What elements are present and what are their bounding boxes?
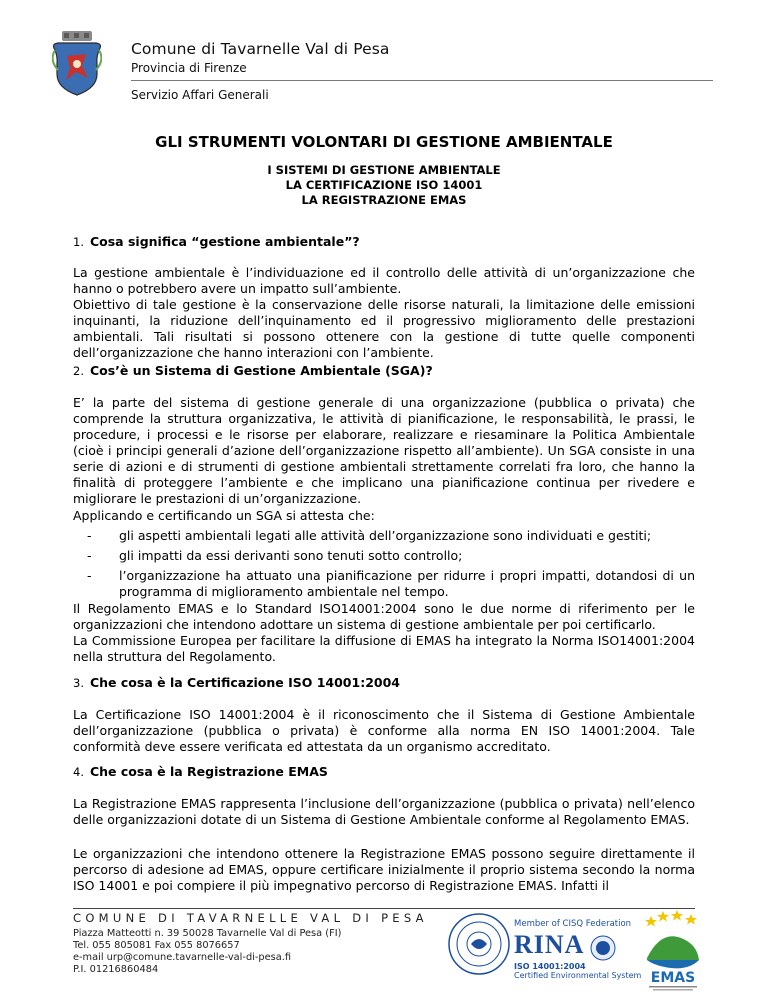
footer-phone: Tel. 055 805081 Fax 055 8076657 <box>73 940 240 951</box>
section-2-body <box>73 395 695 507</box>
paragraph: La Certificazione ISO 14001:2004 è il riconoscimento che il Sistema di Gestione Ambientale dell’organizzazione (pubblica o privata) è conforme alla norma EN ISO 14001:2004. Tale conformità deve essere verificata ed attestata da un organismo accreditato. <box>73 707 695 754</box>
footer-divider <box>73 908 695 909</box>
section-2-closing <box>73 601 695 665</box>
section-number: 4. <box>73 765 84 779</box>
paragraph: Le organizzazioni che intendono ottenere la Registrazione EMAS possono seguire direttamente il percorso di adesione ad EMAS, oppure certificare inizialmente il proprio sistema secondo la norma ISO 14001 e poi compiere il più impegnativo percorso di Registrazione EMAS. Infatti il <box>73 846 695 893</box>
section-4-body <box>73 796 695 828</box>
bullet-dash: - <box>87 568 92 583</box>
section-number: 1. <box>73 235 84 249</box>
iso-standard-text: ISO 14001:2004 <box>514 962 586 971</box>
section-title: Cosa significa “gestione ambientale”? <box>89 234 360 249</box>
footer-municipality: COMUNE DI TAVARNELLE VAL DI PESA <box>73 911 428 925</box>
header-divider <box>131 80 713 81</box>
subtitle-sga: I SISTEMI DI GESTIONE AMBIENTALE <box>267 163 501 177</box>
paragraph: Il Regolamento EMAS e lo Standard ISO14001:2004 sono le due norme di riferimento per le organizzazioni che intendono adottare un sistema di gestione ambientale per poi certificarlo. <box>73 601 695 632</box>
section-title: Che cosa è la Certificazione ISO 14001:2004 <box>89 675 400 690</box>
section-number: 2. <box>73 364 84 378</box>
section-1-body <box>73 265 695 361</box>
section-2-intro <box>73 508 695 524</box>
section-title: Cos’è un Sistema di Gestione Ambientale (SGA)? <box>89 363 433 378</box>
emas-logo <box>641 908 705 994</box>
bullet-dash: - <box>87 528 92 543</box>
paragraph: La Registrazione EMAS rappresenta l’inclusione dell’organizzazione (pubblica o privata) nell’elenco delle organizzazioni dotate di un Sistema di Gestione Ambientale conforme al Regolamento EMAS. <box>73 796 695 827</box>
section-3-body <box>73 707 695 755</box>
footer-address: Piazza Matteotti n. 39 50028 Tavarnelle Val di Pesa (FI) <box>73 928 342 939</box>
cisq-member-text: Member of CISQ Federation <box>514 919 632 929</box>
section-title: Che cosa è la Registrazione EMAS <box>89 764 328 779</box>
municipality-name: Comune di Tavarnelle Val di Pesa <box>131 40 390 58</box>
rina-wordmark: RINA <box>514 930 585 959</box>
bullet-dash: - <box>87 548 92 563</box>
municipal-crest-logo <box>52 30 102 96</box>
list-item-text: gli impatti da essi derivanti sono tenuti sotto controllo; <box>119 548 463 563</box>
province-name: Provincia di Firenze <box>131 61 247 75</box>
rina-seal-logo <box>447 912 511 976</box>
paragraph: Obiettivo di tale gestione è la conservazione delle risorse naturali, la limitazione delle emissioni inquinanti, la riduzione dell’inquinamento ed il progressivo miglioramento delle prestazioni ambientali. Tali risultati si possono ottenere con la gestione di tutte quelle componenti dell’organizzazione che hanno interazioni con l’ambiente. <box>73 297 695 360</box>
paragraph: La Commissione Europea per facilitare la diffusione di EMAS ha integrato la Norma ISO14001:2004 nella struttura del Regolamento. <box>73 633 695 664</box>
subtitle-iso: LA CERTIFICAZIONE ISO 14001 <box>285 178 483 192</box>
subtitle-emas: LA REGISTRAZIONE EMAS <box>301 193 467 207</box>
service-name: Servizio Affari Generali <box>131 88 269 102</box>
document-title: GLI STRUMENTI VOLONTARI DI GESTIONE AMBIENTALE <box>155 133 613 151</box>
footer-email: e-mail urp@comune.tavarnelle-val-di-pesa.fi <box>73 952 292 963</box>
section-number: 3. <box>73 676 84 690</box>
list-item-text: l’organizzazione ha attuato una pianificazione per ridurre i propri impatti, dotandosi di un programma di miglioramento ambientale nel tempo. <box>119 568 695 599</box>
section-heading-3 <box>73 675 695 690</box>
paragraph: E’ la parte del sistema di gestione generale di una organizzazione (pubblica o privata) che comprende la struttura organizzativa, le attività di pianificazione, le responsabilità, le prassi, le procedure, i processi e le risorse per elaborare, realizzare e riesaminare la Politica Ambientale (cioè i principi generali d’azione dell’organizzazione rispetto all’ambiente). Un SGA consiste in una serie di azioni e di strumenti di gestione ambientali strettamente correlati fra loro, che hanno la finalità di proteggere l’ambiente e che implicano una pianificazione continua per rivedere e migliorare le prestazioni di un’organizzazione. <box>73 395 695 506</box>
section-4-continued <box>73 846 695 894</box>
iso-certified-text: Certified Environmental System <box>514 971 642 980</box>
list-item-text: gli aspetti ambientali legati alle attività dell’organizzazione sono individuati e gestiti; <box>119 528 652 543</box>
paragraph: La gestione ambientale è l’individuazione ed il controllo delle attività di un’organizzazione che hanno o potrebbero avere un impatto sull’ambiente. <box>73 265 695 296</box>
section-heading-1 <box>73 234 695 249</box>
emas-wordmark: EMAS <box>650 970 696 986</box>
certification-badge-icon <box>590 935 616 961</box>
footer-vat: P.I. 01216860484 <box>73 964 159 975</box>
section-heading-4 <box>73 764 695 779</box>
section-heading-2 <box>73 363 695 378</box>
paragraph: Applicando e certificando un SGA si attesta che: <box>73 508 375 523</box>
